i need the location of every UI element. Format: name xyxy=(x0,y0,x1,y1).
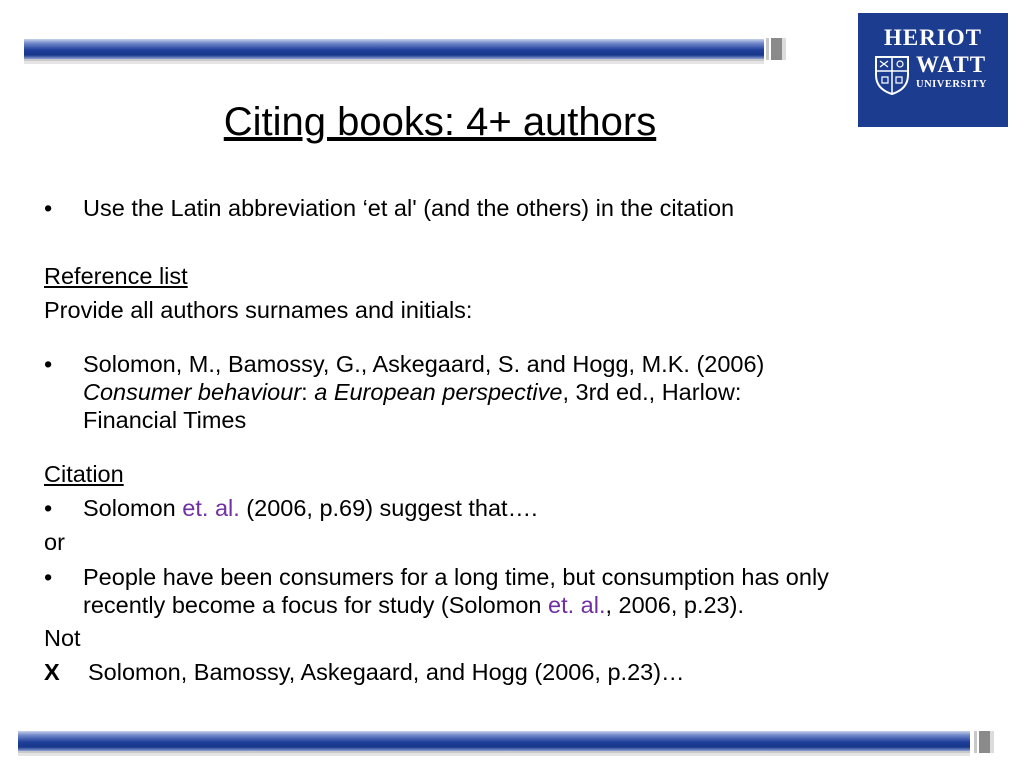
logo-line-heriot: HERIOT xyxy=(883,25,983,50)
reference-entry-line-2 xyxy=(83,378,741,406)
logo-line-watt: WATT xyxy=(916,52,987,77)
citation-detail: (2006, p.69) suggest that…. xyxy=(239,495,538,521)
citation-text: recently become a focus for study (Solomon xyxy=(83,592,548,618)
citation-author: Solomon xyxy=(83,495,183,521)
et-al-term: et. al. xyxy=(182,495,240,521)
reference-instruction: Provide all authors surnames and initials: xyxy=(44,297,473,323)
top-decorative-bar xyxy=(24,39,764,59)
citation-example-2-line-2 xyxy=(83,591,744,619)
citation-example-1 xyxy=(83,494,538,522)
book-title-part-1: Consumer behaviour xyxy=(83,379,302,405)
book-title-part-2: a European perspective xyxy=(314,379,563,405)
bullet-icon: • xyxy=(44,195,53,221)
bullet-icon: • xyxy=(44,564,53,590)
bullet-icon: • xyxy=(44,351,53,377)
citation-example-2-line-1: People have been consumers for a long time, but consumption has only xyxy=(83,564,829,590)
edition-publisher: , 3rd ed., Harlow: xyxy=(562,379,742,405)
reference-entry-line-1: Solomon, M., Bamossy, G., Askegaard, S. and Hogg, M.K. (2006) xyxy=(83,351,765,377)
not-text: Not xyxy=(44,625,81,651)
bottom-decorative-bar xyxy=(18,731,970,751)
reference-list-heading: Reference list xyxy=(44,263,188,289)
citation-detail: , 2006, p.23). xyxy=(605,592,744,618)
bottom-bar-end-cap xyxy=(974,731,994,753)
top-bar-end-cap xyxy=(766,38,786,60)
colon-separator: : xyxy=(301,379,315,405)
slide-title: Citing books: 4+ authors xyxy=(223,100,657,144)
crest-icon xyxy=(874,55,910,95)
reference-entry-line-3: Financial Times xyxy=(83,407,247,433)
logo-line-university: UNIVERSITY xyxy=(916,79,987,90)
intro-text: Use the Latin abbreviation ‘et al' (and the others) in the citation xyxy=(83,195,735,221)
wrong-citation-example: Solomon, Bamossy, Askegaard, and Hogg (2006, p.23)… xyxy=(88,659,685,685)
et-al-term: et. al. xyxy=(548,592,606,618)
citation-heading: Citation xyxy=(44,461,124,487)
or-text: or xyxy=(44,529,65,555)
bullet-icon: • xyxy=(44,495,53,521)
heriot-watt-logo xyxy=(858,13,1008,127)
wrong-mark: X xyxy=(44,659,60,685)
